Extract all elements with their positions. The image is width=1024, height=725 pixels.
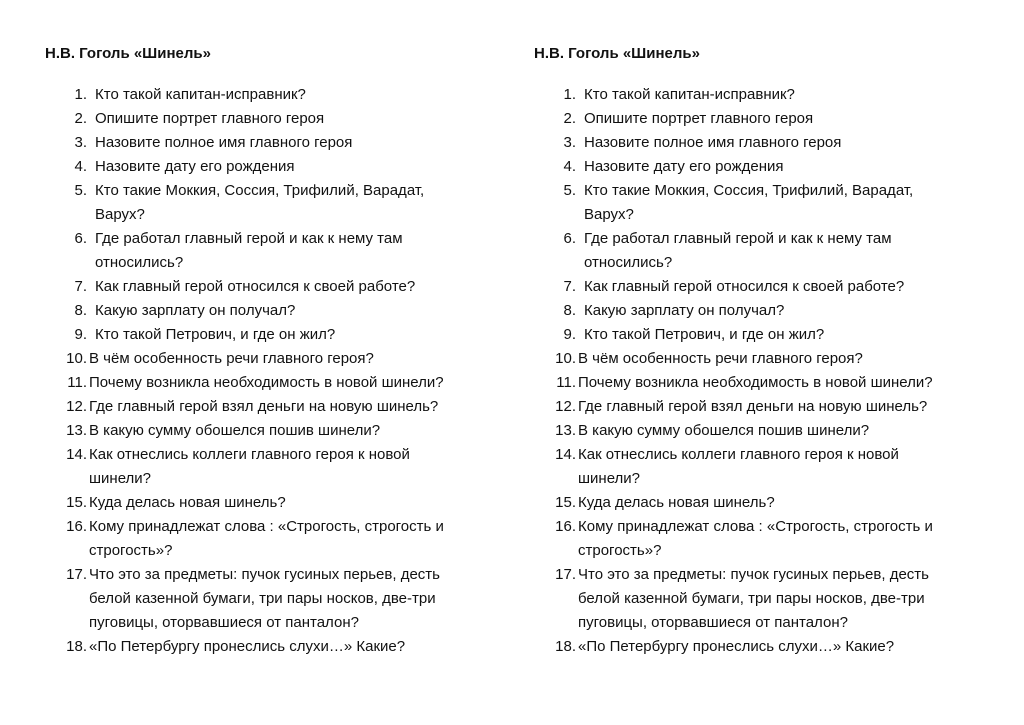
question-number: 13. <box>66 422 87 439</box>
question-item <box>534 563 994 635</box>
question-number: 4. <box>563 158 576 175</box>
question-number: 17. <box>555 566 576 583</box>
question-item <box>45 347 505 371</box>
question-number: 7. <box>563 278 576 295</box>
question-item <box>534 83 994 107</box>
question-list <box>534 83 994 659</box>
question-number: 8. <box>74 302 87 319</box>
question-text: Назовите полное имя главного героя <box>584 134 842 151</box>
question-item <box>534 275 994 299</box>
question-text: Кто такой капитан-исправник? <box>95 86 306 103</box>
question-text: Назовите дату его рождения <box>95 158 295 175</box>
question-number: 11. <box>556 374 576 391</box>
question-number: 6. <box>563 230 576 247</box>
question-text: Что это за предметы: пучок гусиных перьев, десть белой казенной бумаги, три пары носков, две-три пуговицы, оторвавшиеся от панталон? <box>89 566 440 631</box>
question-text: Кто такой Петрович, и где он жил? <box>584 326 825 343</box>
question-item <box>534 395 994 419</box>
question-item <box>534 491 994 515</box>
question-text: В чём особенность речи главного героя? <box>578 350 863 367</box>
question-text: Где работал главный герой и как к нему там относились? <box>95 230 403 271</box>
page-title: Н.В. Гоголь «Шинель» <box>534 45 700 62</box>
question-text: Какую зарплату он получал? <box>95 302 296 319</box>
question-number: 4. <box>74 158 87 175</box>
question-number: 16. <box>555 518 576 535</box>
question-number: 8. <box>563 302 576 319</box>
question-item <box>45 419 505 443</box>
question-item <box>534 227 994 275</box>
question-text: Как главный герой относился к своей работе? <box>95 278 416 295</box>
question-item <box>45 443 505 491</box>
question-item <box>534 323 994 347</box>
question-number: 14. <box>555 446 576 463</box>
question-item <box>534 155 994 179</box>
question-item <box>45 515 505 563</box>
question-text: Кто такие Моккия, Соссия, Трифилий, Варадат, Варух? <box>95 182 425 223</box>
question-text: Кто такой капитан-исправник? <box>584 86 795 103</box>
question-item <box>534 635 994 659</box>
question-text: В чём особенность речи главного героя? <box>89 350 374 367</box>
question-number: 16. <box>66 518 87 535</box>
worksheet-column-left <box>45 44 505 659</box>
question-number: 1. <box>74 86 87 103</box>
question-item <box>45 491 505 515</box>
question-text: Где главный герой взял деньги на новую шинель? <box>89 398 439 415</box>
question-text: Куда делась новая шинель? <box>89 494 286 511</box>
question-number: 10. <box>555 350 576 367</box>
question-item <box>45 131 505 155</box>
question-text: Где работал главный герой и как к нему там относились? <box>584 230 892 271</box>
question-text: Кто такие Моккия, Соссия, Трифилий, Варадат, Варух? <box>584 182 914 223</box>
question-number: 11. <box>67 374 87 391</box>
question-text: Назовите дату его рождения <box>584 158 784 175</box>
worksheet-column-right <box>534 44 994 659</box>
question-item <box>45 563 505 635</box>
question-item <box>534 419 994 443</box>
question-number: 17. <box>66 566 87 583</box>
question-number: 2. <box>563 110 576 127</box>
question-text: Кто такой Петрович, и где он жил? <box>95 326 336 343</box>
question-number: 3. <box>563 134 576 151</box>
question-number: 7. <box>74 278 87 295</box>
question-text: В какую сумму обошелся пошив шинели? <box>89 422 381 439</box>
question-item <box>45 323 505 347</box>
question-number: 5. <box>563 182 576 199</box>
question-item <box>534 347 994 371</box>
question-item <box>45 635 505 659</box>
question-number: 1. <box>563 86 576 103</box>
question-text: Как главный герой относился к своей работе? <box>584 278 905 295</box>
question-number: 6. <box>74 230 87 247</box>
question-number: 2. <box>74 110 87 127</box>
question-text: Назовите полное имя главного героя <box>95 134 353 151</box>
question-number: 10. <box>66 350 87 367</box>
question-text: Какую зарплату он получал? <box>584 302 785 319</box>
question-number: 5. <box>74 182 87 199</box>
question-text: «По Петербургу пронеслись слухи…» Какие? <box>578 638 895 655</box>
question-item <box>534 371 994 395</box>
question-number: 18. <box>66 638 87 655</box>
question-text: Опишите портрет главного героя <box>584 110 814 127</box>
question-text: Кому принадлежат слова : «Строгость, строгость и строгость»? <box>89 518 444 559</box>
question-item <box>45 107 505 131</box>
question-number: 9. <box>74 326 87 343</box>
question-number: 15. <box>66 494 87 511</box>
question-list <box>45 83 505 659</box>
question-item <box>534 179 994 227</box>
question-text: Как отнеслись коллеги главного героя к новой шинели? <box>89 446 410 487</box>
question-text: Почему возникла необходимость в новой шинели? <box>89 374 444 391</box>
question-number: 3. <box>74 134 87 151</box>
question-item <box>45 371 505 395</box>
question-number: 15. <box>555 494 576 511</box>
question-text: Куда делась новая шинель? <box>578 494 775 511</box>
question-item <box>45 227 505 275</box>
question-item <box>45 155 505 179</box>
question-item <box>534 131 994 155</box>
question-text: «По Петербургу пронеслись слухи…» Какие? <box>89 638 406 655</box>
question-number: 12. <box>66 398 87 415</box>
question-item <box>534 299 994 323</box>
question-number: 9. <box>563 326 576 343</box>
question-item <box>45 299 505 323</box>
question-text: В какую сумму обошелся пошив шинели? <box>578 422 870 439</box>
question-item <box>534 515 994 563</box>
question-number: 18. <box>555 638 576 655</box>
question-item <box>45 83 505 107</box>
question-text: Почему возникла необходимость в новой шинели? <box>578 374 933 391</box>
question-item <box>534 107 994 131</box>
question-item <box>45 179 505 227</box>
question-text: Как отнеслись коллеги главного героя к новой шинели? <box>578 446 899 487</box>
question-item <box>534 443 994 491</box>
question-item <box>45 395 505 419</box>
question-text: Опишите портрет главного героя <box>95 110 325 127</box>
question-number: 12. <box>555 398 576 415</box>
page-title: Н.В. Гоголь «Шинель» <box>45 45 211 62</box>
question-number: 13. <box>555 422 576 439</box>
question-text: Где главный герой взял деньги на новую шинель? <box>578 398 928 415</box>
question-item <box>45 275 505 299</box>
question-number: 14. <box>66 446 87 463</box>
question-text: Что это за предметы: пучок гусиных перьев, десть белой казенной бумаги, три пары носков, две-три пуговицы, оторвавшиеся от панталон? <box>578 566 929 631</box>
question-text: Кому принадлежат слова : «Строгость, строгость и строгость»? <box>578 518 933 559</box>
